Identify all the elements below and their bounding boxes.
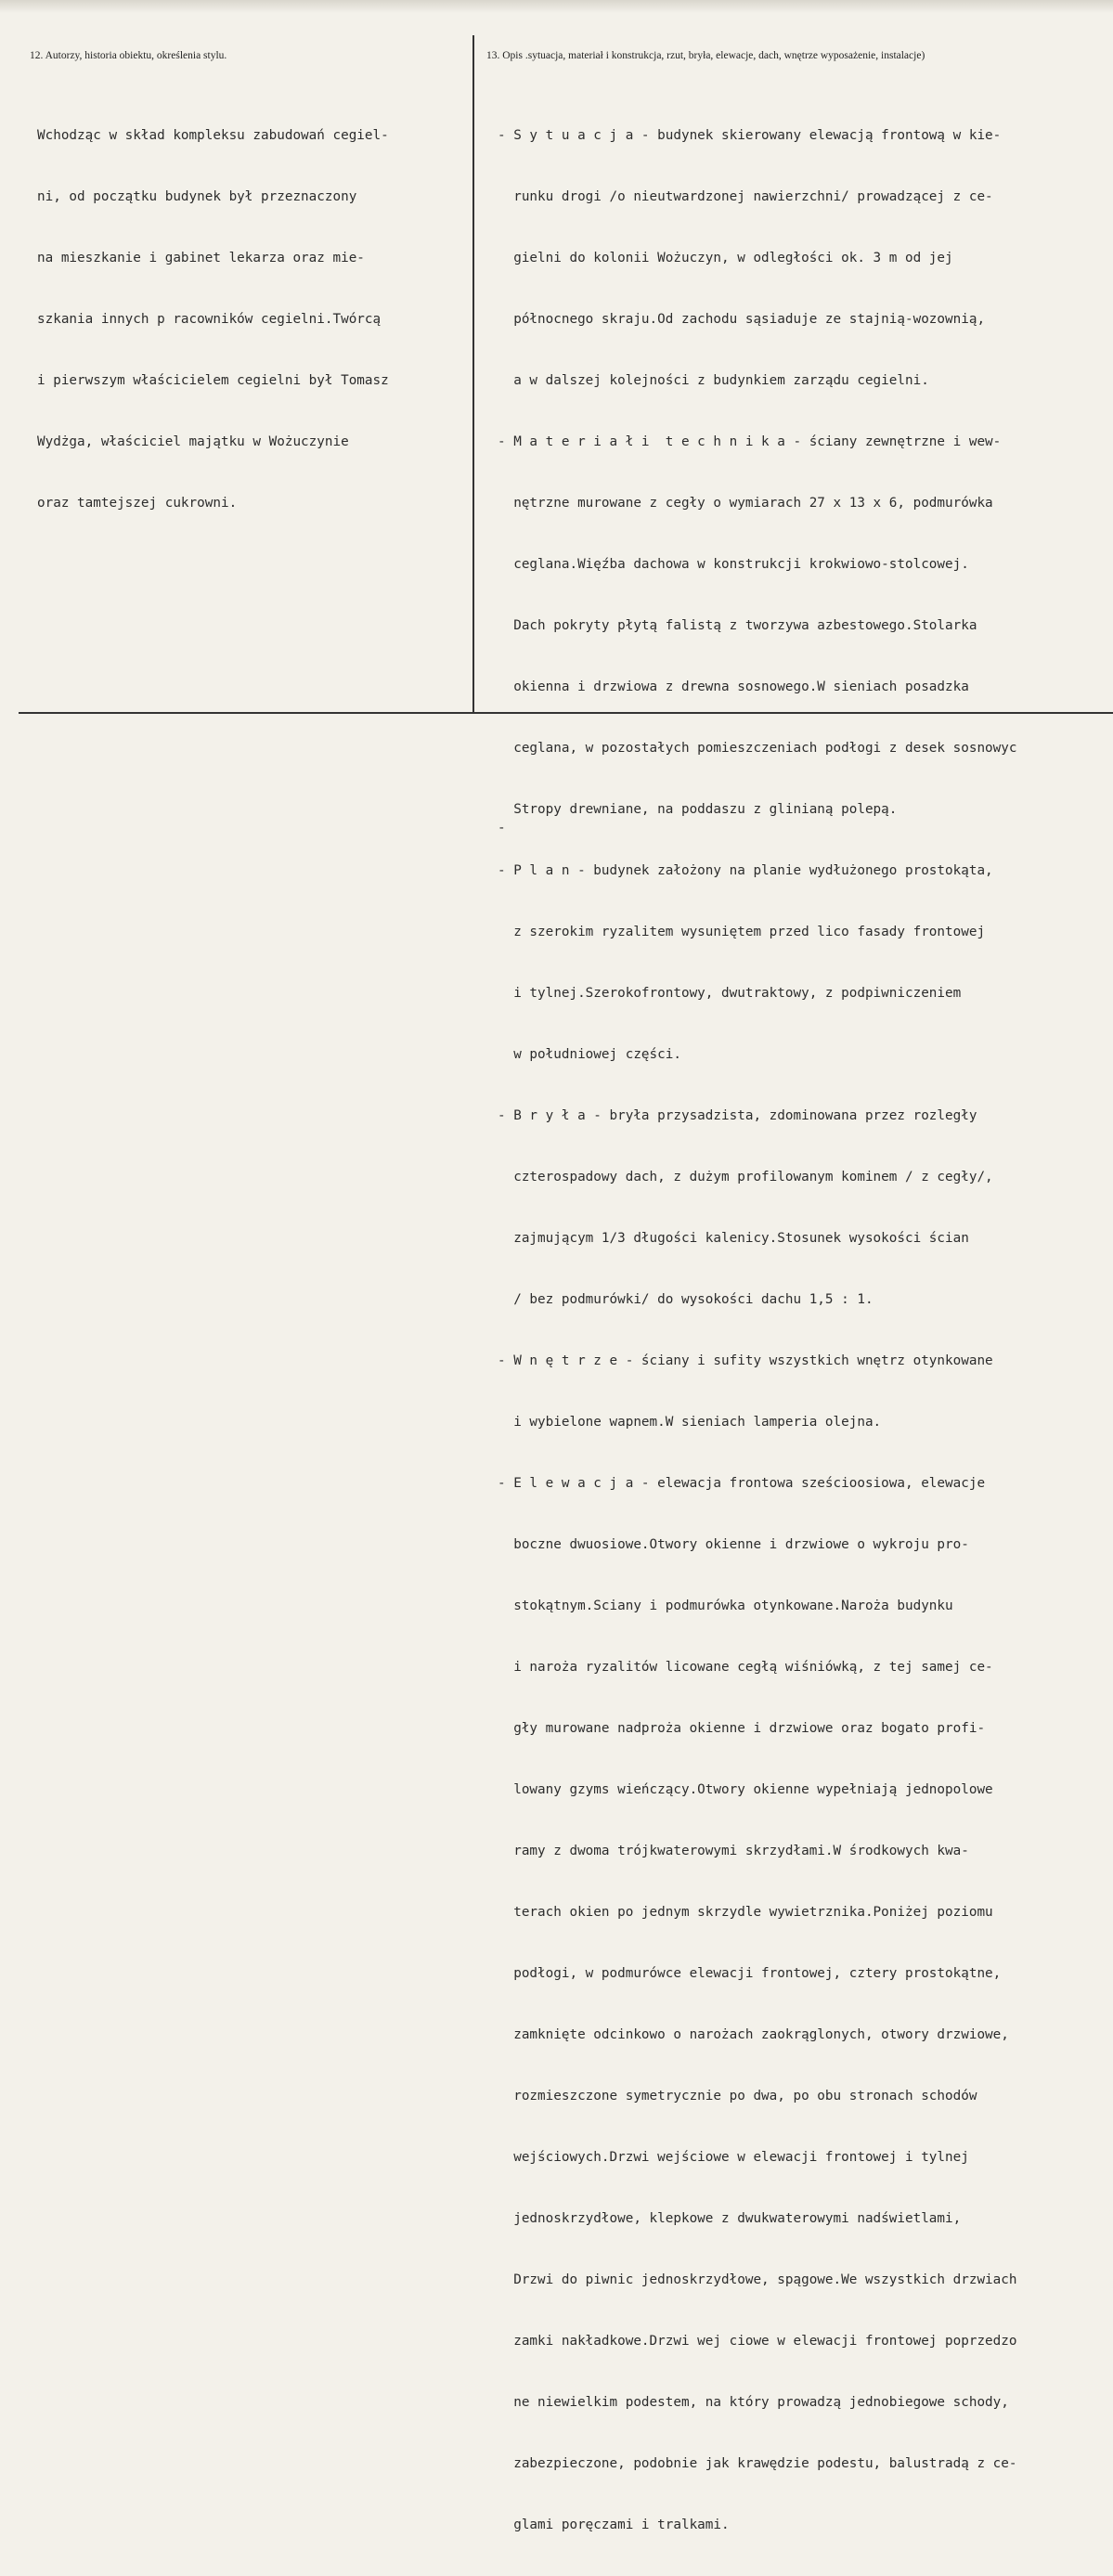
text-line: i pierwszym właścicielem cegielni był Tomasz bbox=[37, 373, 389, 388]
text-line: zabezpieczone, podobnie jak krawędzie podestu, balustradą z ce- bbox=[498, 2456, 1017, 2471]
text-line: - M a t e r i a ł i t e c h n i k a - ściany zewnętrzne i wew- bbox=[498, 434, 1002, 449]
text-line: - E l e w a c j a - elewacja frontowa sześcioosiowa, elewacje bbox=[498, 1476, 986, 1491]
text-line: w południowej części. bbox=[498, 1047, 681, 1062]
text-line: oraz tamtejszej cukrowni. bbox=[37, 496, 238, 511]
text-line: podłogi, w podmurówce elewacji frontowej, cztery prostokątne, bbox=[498, 1966, 1002, 1981]
scan-edge-shadow bbox=[0, 0, 1113, 13]
column-divider bbox=[472, 35, 474, 713]
text-line: szkania innych p racowników cegielni.Twórcą bbox=[37, 312, 382, 327]
text-line: północnego skraju.Od zachodu sąsiaduje ze stajnią-wozownią, bbox=[498, 312, 986, 327]
text-line: rozmieszczone symetrycznie po dwa, po obu stronach schodów bbox=[498, 2089, 977, 2104]
text-line: jednoskrzydłowe, klepkowe z dwukwaterowymi nadświetlami, bbox=[498, 2211, 962, 2226]
text-line: i wybielone wapnem.W sieniach lamperia olejna. bbox=[498, 1415, 882, 1430]
text-line: glami poręczami i tralkami. bbox=[498, 2518, 730, 2532]
text-line: Wchodząc w skład kompleksu zabudowań cegiel- bbox=[37, 128, 389, 143]
text-line: gielni do kolonii Wożuczyn, w odległości ok. 3 m od jej bbox=[498, 251, 953, 265]
text-line: Wydżga, właściciel majątku w Wożuczynie bbox=[37, 434, 349, 449]
text-line: nętrzne murowane z cegły o wymiarach 27 x 13 x 6, podmurówka bbox=[498, 496, 993, 511]
text-line: zamknięte odcinkowo o narożach zaokrąglonych, otwory drzwiowe, bbox=[498, 2027, 1009, 2042]
text-line: boczne dwuosiowe.Otwory okienne i drzwiowe o wykroju pro- bbox=[498, 1537, 969, 1552]
text-line: a w dalszej kolejności z budynkiem zarządu cegielni. bbox=[498, 373, 929, 388]
text-line: - S y t u a c j a - budynek skierowany elewacją frontową w kie- bbox=[498, 128, 1002, 143]
text-line: ramy z dwoma trójkwaterowymi skrzydłami.W środkowych kwa- bbox=[498, 1844, 969, 1858]
text-line: czterospadowy dach, z dużym profilowanym kominem / z cegły/, bbox=[498, 1170, 993, 1184]
text-line: Dach pokryty płytą falistą z tworzywa azbestowego.Stolarka bbox=[498, 618, 977, 633]
text-line: i tylnej.Szerokofrontowy, dwutraktowy, z podpiwniczeniem bbox=[498, 986, 962, 1001]
text-line: i naroża ryzalitów licowane cegłą wiśniówką, z tej samej ce- bbox=[498, 1660, 993, 1675]
text-line: ni, od początku budynek był przeznaczony bbox=[37, 189, 357, 204]
text-line: zamki nakładkowe.Drzwi wej ciowe w elewacji frontowej poprzedzo bbox=[498, 2334, 1017, 2349]
text-line: stokątnym.Sciany i podmurówka otynkowane.Naroża budynku bbox=[498, 1599, 953, 1613]
text-line: - W n ę t r z e - ściany i sufity wszystkich wnętrz otynkowane bbox=[498, 1353, 993, 1368]
section-13-text bbox=[498, 84, 1016, 2576]
text-line: na mieszkanie i gabinet lekarza oraz mie- bbox=[37, 251, 365, 265]
text-line: ceglana.Więźba dachowa w konstrukcji krokwiowo-stolcowej. bbox=[498, 557, 969, 572]
text-line: lowany gzyms wieńczący.Otwory okienne wypełniają jednopolowe bbox=[498, 1782, 993, 1797]
section-13-header: 13. Opis .sytuacja, materiał i konstrukcja, rzut, bryła, elewacje, dach, wnętrze wyposażenie, instalacje) bbox=[486, 50, 925, 61]
text-line: ne niewielkim podestem, na który prowadzą jednobiegowe schody, bbox=[498, 2395, 1009, 2410]
text-line: z szerokim ryzalitem wysuniętem przed lico fasady frontowej bbox=[498, 925, 986, 939]
text-line: terach okien po jednym skrzydle wywietrznika.Poniżej poziomu bbox=[498, 1905, 993, 1920]
text-line: wejściowych.Drzwi wejściowe w elewacji frontowej i tylnej bbox=[498, 2150, 969, 2165]
text-line: - P l a n - budynek założony na planie wydłużonego prostokąta, bbox=[498, 863, 993, 878]
text-line: zajmującym 1/3 długości kalenicy.Stosunek wysokości ścian bbox=[498, 1231, 969, 1246]
text-line: / bez podmurówki/ do wysokości dachu 1,5 : 1. bbox=[498, 1292, 874, 1307]
section-12-text bbox=[37, 84, 389, 554]
text-line: Stropy drewniane, na poddaszu z glinianą polepą. bbox=[498, 802, 898, 817]
text-line: runku drogi /o nieutwardzonej nawierzchni/ prowadzącej z ce- bbox=[498, 189, 993, 204]
section-12-header: 12. Autorzy, historia obiektu, określenia stylu. bbox=[30, 50, 227, 61]
text-line: Drzwi do piwnic jednoskrzydłowe, spągowe.We wszystkich drzwiach bbox=[498, 2272, 1017, 2287]
text-line: okienna i drzwiowa z drewna sosnowego.W sieniach posadzka bbox=[498, 680, 969, 694]
text-line: - B r y ł a - bryła przysadzista, zdominowana przez rozległy bbox=[498, 1108, 977, 1123]
text-line: ceglana, w pozostałych pomieszczeniach podłogi z desek sosnowyc bbox=[498, 741, 1017, 756]
text-line: gły murowane nadproża okienne i drzwiowe oraz bogato profi- bbox=[498, 1721, 986, 1736]
trailing-dash: - bbox=[498, 821, 506, 835]
